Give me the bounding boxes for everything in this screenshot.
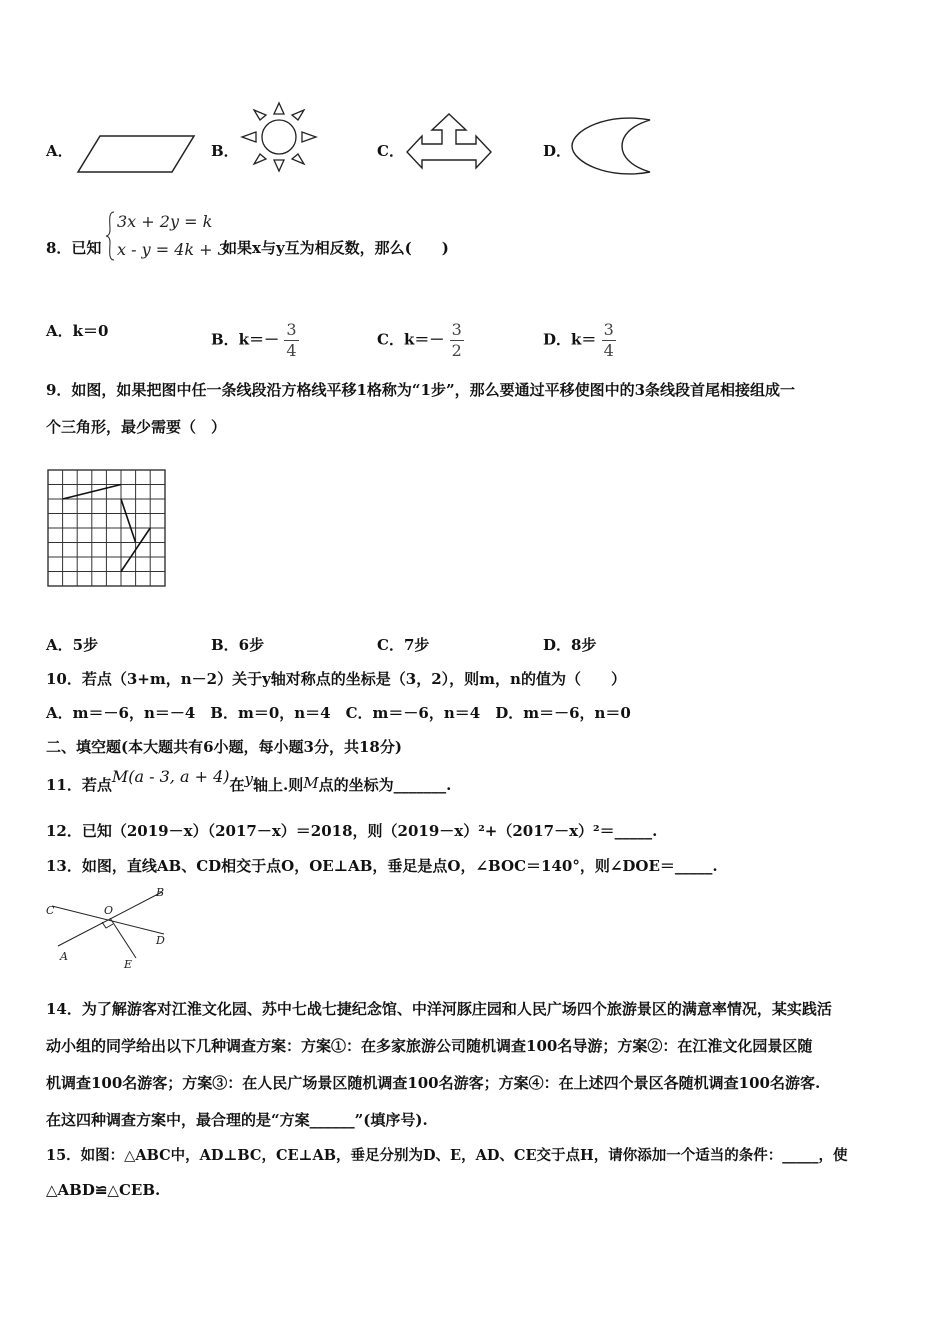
q8-option-c-fraction: $\frac{3}{2}$ xyxy=(451,320,462,360)
label-a: A xyxy=(60,950,68,963)
q8-equation-2: x - y = 4k + 3 xyxy=(117,240,228,259)
right-angle-mark xyxy=(102,922,113,928)
q8-option-d xyxy=(543,320,616,361)
q14-line-1: 14．为了解游客对江淮文化园、苏中七战七捷纪念馆、中洋河豚庄园和人民广场四个旅游景区的满意率情况，某实践活 xyxy=(46,1000,832,1018)
lines-intersection-figure xyxy=(44,884,170,972)
q8-option-b-fraction: $\frac{3}{4}$ xyxy=(286,320,297,360)
q8-equation-1: 3x + 2y = k xyxy=(117,212,213,231)
q7-option-a-label: A． xyxy=(46,142,73,160)
q14-line-2: 动小组的同学给出以下几种调查方案：方案①：在多家旅游公司随机调查100名导游；方案②：在江淮文化园景区随 xyxy=(46,1037,813,1055)
crescent-icon xyxy=(568,116,656,176)
label-c: C xyxy=(46,904,55,917)
grid-segment-2 xyxy=(121,499,136,543)
q8-option-b-text: B．k＝－ xyxy=(211,330,280,349)
q15-line-2: △ABD≌△CEB. xyxy=(46,1181,161,1199)
q8-option-d-fraction: $\frac{3}{4}$ xyxy=(603,320,614,360)
q7-option-d-label: D． xyxy=(543,142,572,160)
left-brace-icon xyxy=(104,210,116,262)
grid-figure xyxy=(47,469,167,587)
q10-options: A．m＝－6，n＝－4 B．m＝0，n＝4 C．m＝－6，n＝4 D．m＝－6，n＝0 xyxy=(46,704,631,722)
q8-stem-tail: 如果x与y互为相反数，那么( ) xyxy=(222,239,449,257)
label-b: B xyxy=(156,886,165,899)
q11-mid: 在 xyxy=(229,776,245,794)
q11-mid2: 轴上.则 xyxy=(253,776,304,794)
q11-post: 点的坐标为_______. xyxy=(318,776,452,794)
q7-option-a xyxy=(46,140,73,161)
three-way-arrow-icon xyxy=(404,112,494,176)
q7-option-c xyxy=(377,140,404,161)
q8-number: 8．已知 xyxy=(46,239,102,257)
q7-option-b-label: B． xyxy=(211,142,239,160)
q8-option-b xyxy=(211,320,299,361)
label-e: E xyxy=(124,958,133,971)
q7-option-d xyxy=(543,140,571,161)
sun-icon xyxy=(238,100,320,174)
section-2-heading: 二、填空题(本大题共有6小题，每小题3分，共18分) xyxy=(46,738,402,756)
q9-option-a: A．5步 xyxy=(46,636,99,654)
q8-option-c-text: C．k＝－ xyxy=(377,330,445,349)
q9-option-b: B．6步 xyxy=(211,636,265,654)
q14-line-4: 在这四种调查方案中，最合理的是“方案______”(填序号). xyxy=(46,1111,428,1129)
q14-line-3: 机调查100名游客；方案③：在人民广场景区随机调查100名游客；方案④：在上述四个景区各随机调查100名游客. xyxy=(46,1074,821,1092)
q15-line-1: 15．如图：△ABC中，AD⊥BC，CE⊥AB，垂足分别为D、E，AD、CE交于点H，请你添加一个适当的条件：_____，使 xyxy=(46,1147,848,1164)
q11-stem xyxy=(46,767,452,795)
q9-option-d: D．8步 xyxy=(543,636,597,654)
q8-option-c xyxy=(377,320,464,361)
q8-option-d-text: D．k＝ xyxy=(543,330,597,349)
q9-stem-line-2: 个三角形，最少需要（ ） xyxy=(46,418,227,436)
q10-stem: 10．若点（3+m，n－2）关于y轴对称点的坐标是（3，2），则m，n的值为（ ） xyxy=(46,670,626,688)
q11-pre: 11．若点 xyxy=(46,776,112,794)
label-d: D xyxy=(156,934,165,947)
q11-M: M xyxy=(303,774,319,792)
q7-option-c-label: C． xyxy=(377,142,404,160)
q9-stem-line-1: 9．如图，如果把图中任一条线段沿方格线平移1格称为“1步”，那么要通过平移使图中的3条线段首尾相接组成一 xyxy=(46,381,796,399)
q7-option-b xyxy=(211,140,239,161)
q9-option-c: C．7步 xyxy=(377,636,430,654)
q12-stem: 12．已知（2019－x）（2017－x）＝2018，则（2019－x）²+（2017－x）²＝_____. xyxy=(46,822,658,840)
q13-stem: 13．如图，直线AB、CD相交于点O，OE⊥AB，垂足是点O，∠BOC＝140°，则∠DOE＝_____. xyxy=(46,857,718,875)
q11-y: y xyxy=(244,770,254,788)
line-ab xyxy=(58,892,162,946)
label-o: O xyxy=(104,904,114,917)
parallelogram-icon xyxy=(74,132,198,176)
q11-math: M(a - 3, a + 4) xyxy=(111,767,230,786)
q8-option-a: A．k＝0 xyxy=(46,322,109,340)
